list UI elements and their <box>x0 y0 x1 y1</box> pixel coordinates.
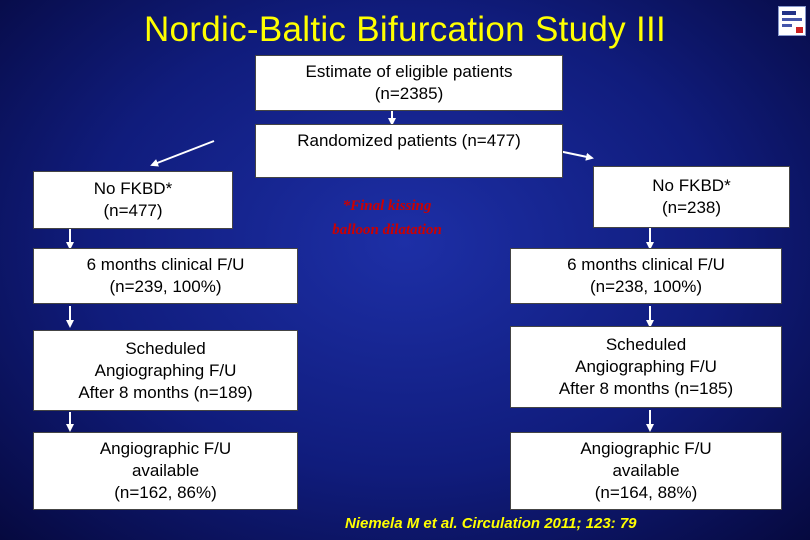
citation: Niemela M et al. Circulation 2011; 123: 79 <box>345 515 637 532</box>
estimate-box <box>255 55 563 111</box>
right-scheduled-box <box>510 326 782 408</box>
right-group-box <box>593 166 790 228</box>
left-group-label: No FKBD* (n=477) <box>93 179 173 220</box>
left-group-box <box>33 171 233 229</box>
left-clinical-label: 6 months clinical F/U (n=239, 100%) <box>86 255 245 296</box>
page-title: Nordic-Baltic Bifurcation Study III <box>143 10 667 49</box>
right-clinical-box <box>510 248 782 304</box>
randomized-box <box>255 124 563 178</box>
estimate-count: (n=2385) <box>374 84 444 103</box>
right-available-box <box>510 432 782 510</box>
left-available-box <box>33 432 298 510</box>
estimate-label: Estimate of eligible patients <box>305 62 513 81</box>
right-scheduled-label: Scheduled Angiographing F/U After 8 months (n=185) <box>558 335 734 398</box>
right-group-label: No FKBD* (n=238) <box>652 176 731 217</box>
arrow-to-left-group <box>152 141 214 165</box>
randomized-label: Randomized patients (n=477) <box>297 131 521 150</box>
right-available-label: Angiographic F/U available (n=164, 88%) <box>580 439 712 502</box>
left-scheduled-label: Scheduled Angiographing F/U After 8 months (n=189) <box>78 338 253 402</box>
left-scheduled-box <box>33 330 298 411</box>
right-clinical-label: 6 months clinical F/U (n=238, 100%) <box>567 255 725 296</box>
fkbd-footnote: *Final kissing balloon dilatation <box>332 198 442 238</box>
left-clinical-box <box>33 248 298 304</box>
left-available-label: Angiographic F/U available (n=162, 86%) <box>99 439 232 502</box>
